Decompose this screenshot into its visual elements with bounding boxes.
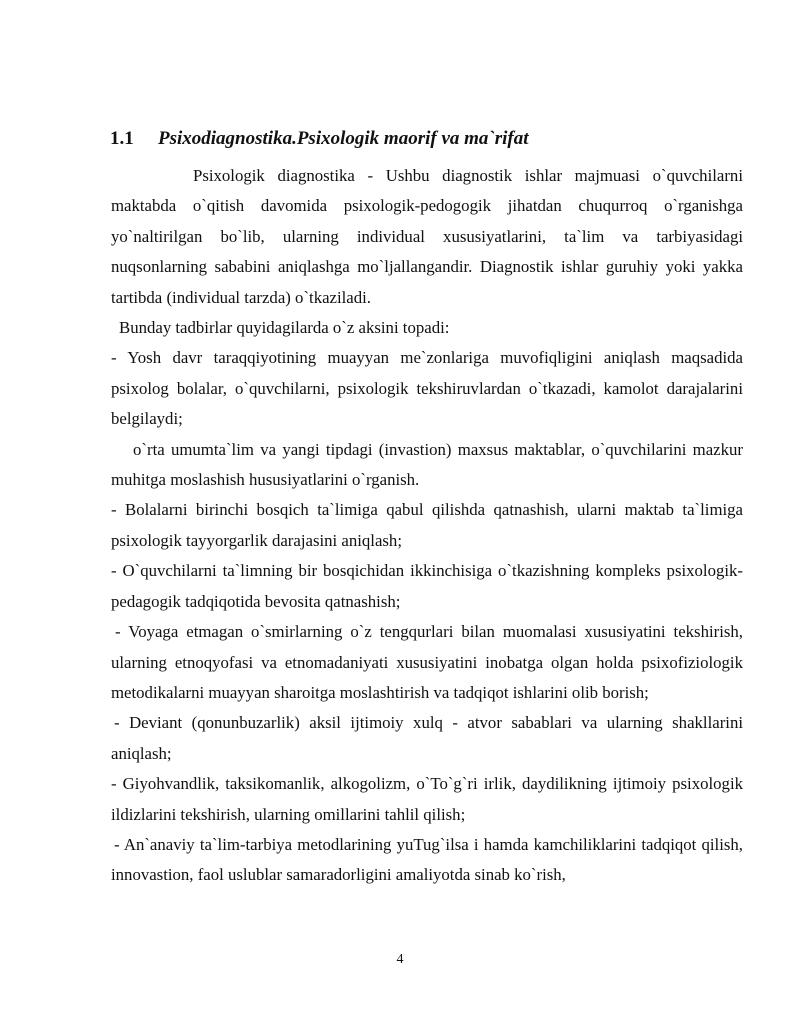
list-item: - Deviant (qonunbuzarlik) aksil ijtimoiy xulq - atvor sabablari va ularning shakllarini aniqlash;	[111, 713, 743, 763]
list-item: o`rta umumta`lim va yangi tipdagi (invastion) maxsus maktablar, o`quvchilarini mazkur muhitga moslashish hususiyatlarini o`rganish.	[111, 439, 743, 490]
list-item: - Yosh davr taraqqiyotining muayyan me`zonlariga muvofiqligini aniqlash maqsadida psixolog bolalar, o`quvchilarni, psixologik tekshiruvlardan o`tkazadi, kamolot darajalarini belgilaydi;	[111, 348, 743, 429]
section-heading	[110, 128, 529, 150]
list-item: - O`quvchilarni ta`limning bir bosqichidan ikkinchisiga o`tkazishning kompleks psixologik-pedagogik tadqiqotida bevosita qatnashish;	[111, 561, 743, 611]
list-item: - Giyohvandlik, taksikomanlik, alkogolizm, o`To`g`ri irlik, daydilikning ijtimoiy psixologik ildizlarini tekshirish, ularning omillarini tahlil qilish;	[111, 774, 743, 824]
section-title: Psixodiagnostika.Psixologik maorif va ma`rifat	[158, 128, 529, 149]
section-number: 1.1	[110, 128, 134, 149]
list-item: - Bolalarni birinchi bosqich ta`limiga qabul qilishda qatnashish, ularni maktab ta`limiga psixologik tayyorgarlik darajasini aniqlash;	[111, 500, 743, 550]
paragraph-intro: Psixologik diagnostika - Ushbu diagnostik ishlar majmuasi o`quvchilarni maktabda o`qitish davomida psixologik-pedogogik jihatdan chuqurroq o`rganishga yo`naltirilgan bo`lib, ularning individual xususiyatlarini, ta`lim va tarbiyasidagi nuqsonlarning sababini aniqlashga mo`ljallangandir. Diagnostik ishlar guruhiy yoki yakka tartibda (individual tarzda) o`tkaziladi.	[111, 166, 743, 307]
paragraph-lead: Bunday tadbirlar quyidagilarda o`z aksini topadi:	[119, 318, 450, 338]
list-item: - Voyaga etmagan o`smirlarning o`z tengqurlari bilan muomalasi xususiyatini tekshirish, ularning etnoqyofasi va etnomadaniyati xususiyatini inobatga olgan holda psixofiziologik metodikalarni muayyan sharoitga moslashtirish va tadqiqot ishlarini olib borish;	[111, 622, 743, 702]
body-text	[111, 161, 743, 891]
list-item: - An`anaviy ta`lim-tarbiya metodlarining yuTug`ilsa i hamda kamchiliklarini tadqiqot qilish, innovastion, faol uslublar samaradorligini amaliyotda sinab ko`rish,	[111, 834, 743, 885]
page-number: 4	[396, 952, 404, 967]
